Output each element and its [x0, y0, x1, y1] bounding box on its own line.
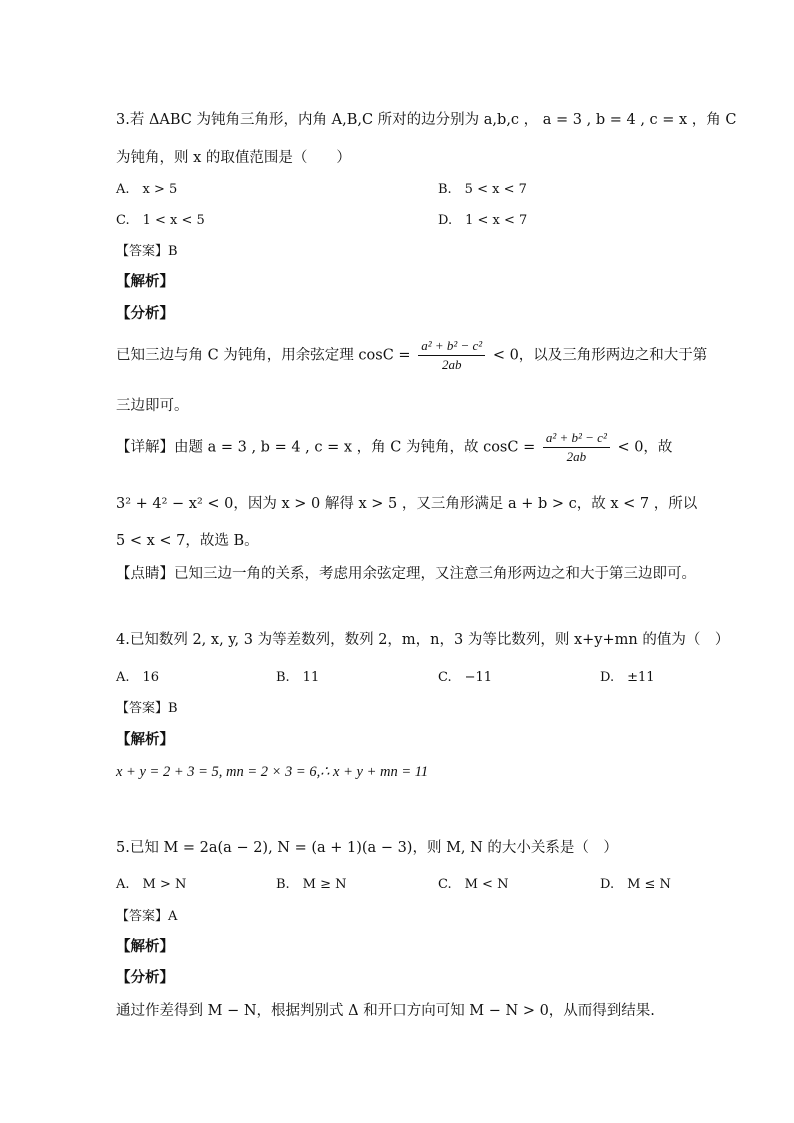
q3-stem-line2: 为钝角，则 x 的取值范围是（ ） [116, 150, 351, 166]
fraction-denominator: 2ab [441, 357, 462, 372]
q3-detail-fraction [543, 430, 610, 465]
q3-dianjing: 【点睛】已知三边一角的关系，考虑用余弦定理，又注意三角形两边之和大于第三边即可。 [116, 566, 696, 582]
q3-fenxi-pre: 已知三边与角 C 为钝角，用余弦定理 cosC = [116, 347, 411, 364]
q4-answer: 【答案】B [116, 701, 178, 716]
q5-option-b: B. M ≥ N [276, 877, 347, 892]
q3-detail-line3: 5 < x < 7，故选 B。 [116, 533, 259, 549]
q3-analysis-tag: 【解析】 [116, 273, 174, 290]
q4-solution: x + y = 2 + 3 = 5, mn = 2 × 3 = 6,∴ x + y + mn = 11 [116, 764, 429, 780]
q3-stem-line1: 3.若 ΔABC 为钝角三角形，内角 A,B,C 所对的边分别为 a,b,c ， a = 3 , b = 4 , c = x ，角 C [116, 112, 737, 128]
q3-fenxi-line1 [116, 338, 707, 373]
q4-option-a: A. 16 [116, 670, 160, 685]
q4-analysis-tag: 【解析】 [116, 731, 174, 748]
q5-analysis-tag: 【解析】 [116, 938, 174, 955]
q3-answer: 【答案】B [116, 244, 178, 259]
q5-option-a: A. M > N [116, 877, 187, 892]
q3-detail-line2: 3² + 4² − x² < 0，因为 x > 0 解得 x > 5 ，又三角形满足 a + b > c，故 x < 7 ，所以 [116, 496, 698, 512]
q3-fenxi-post: < 0，以及三角形两边之和大于第 [492, 347, 708, 364]
q5-fenxi: 通过作差得到 M − N，根据判别式 Δ 和开口方向可知 M − N > 0，从而得到结果. [116, 1003, 655, 1019]
q5-stem: 5.已知 M = 2a(a − 2), N = (a + 1)(a − 3)，则 M, N 的大小关系是（ ） [116, 840, 618, 856]
q3-option-b: B. 5 < x < 7 [438, 182, 527, 197]
q3-fenxi-tag: 【分析】 [116, 305, 174, 322]
fraction-numerator: a² + b² − c² [418, 338, 485, 356]
fraction-denominator: 2ab [566, 449, 587, 464]
q3-detail-line1 [116, 430, 672, 465]
q3-detail-pre: 【详解】由题 a = 3 , b = 4 , c = x ，角 C 为钝角，故 cosC = [116, 439, 536, 456]
q5-option-d: D. M ≤ N [600, 877, 671, 892]
q3-option-d: D. 1 < x < 7 [438, 213, 528, 228]
q5-answer: 【答案】A [116, 909, 178, 924]
q5-fenxi-tag: 【分析】 [116, 969, 174, 986]
q3-detail-post: < 0，故 [617, 439, 673, 456]
q5-option-c: C. M < N [438, 877, 509, 892]
q3-cosine-fraction [418, 338, 485, 373]
fraction-numerator: a² + b² − c² [543, 430, 610, 448]
q3-option-c: C. 1 < x < 5 [116, 213, 205, 228]
q4-option-c: C. −11 [438, 670, 493, 685]
q4-stem: 4.已知数列 2, x, y, 3 为等差数列，数列 2，m，n，3 为等比数列，则 x+y+mn 的值为（ ） [116, 632, 730, 648]
q4-option-d: D. ±11 [600, 670, 655, 685]
q3-fenxi-line2: 三边即可。 [116, 398, 189, 414]
q3-option-a: A. x > 5 [116, 182, 178, 197]
q4-option-b: B. 11 [276, 670, 320, 685]
